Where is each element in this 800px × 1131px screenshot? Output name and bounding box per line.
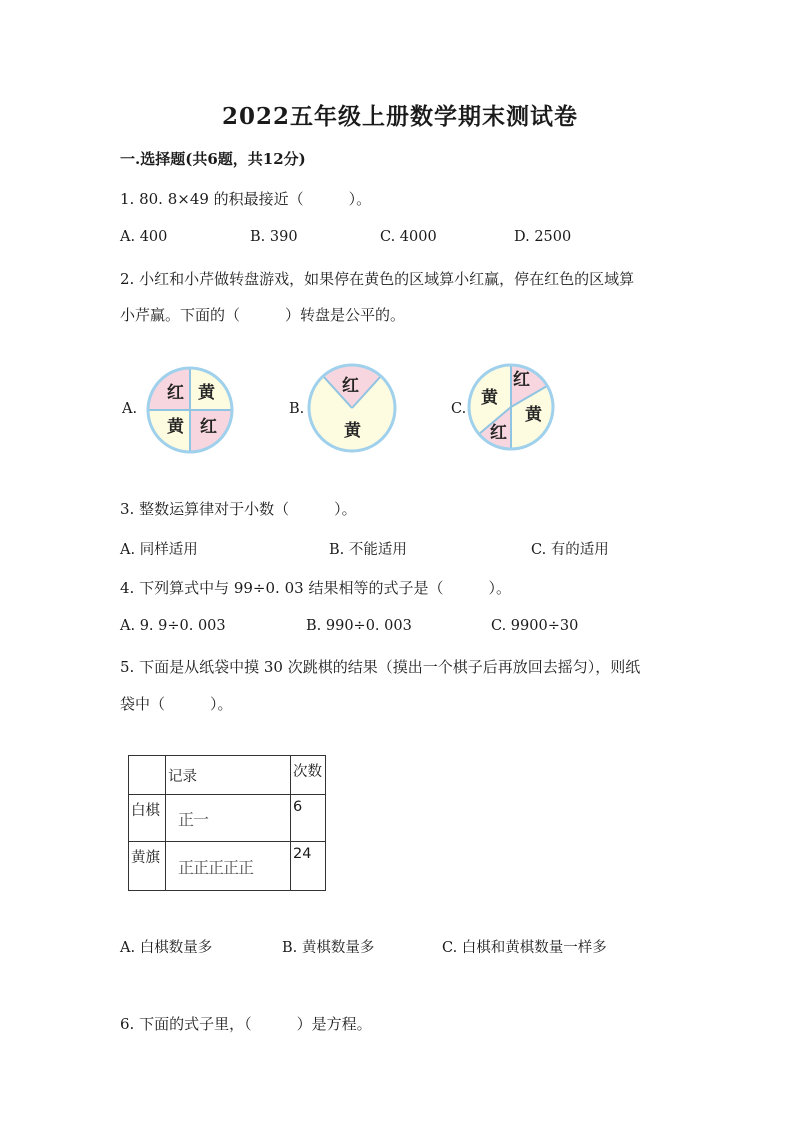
wheel-c-text-red-1: 红 xyxy=(513,370,530,390)
question-3-stem: 3. 整数运算律对于小数（ ）。 xyxy=(120,500,357,518)
question-4-option-c: C. 9900÷30 xyxy=(491,618,579,634)
wheel-b-text-red: 红 xyxy=(342,376,359,396)
question-5-stem-line-1: 5. 下面是从纸袋中摸 30 次跳棋的结果（摸出一个棋子后再放回去摇匀），则纸 xyxy=(120,658,641,676)
question-3-option-b: B. 不能适用 xyxy=(329,542,407,558)
spinner-wheel-c xyxy=(466,362,556,452)
wheel-a-label: A. xyxy=(122,401,138,417)
question-2-stem-line-2: 小芹赢。下面的（ ）转盘是公平的。 xyxy=(120,306,406,324)
tally-row-count: 6 xyxy=(291,795,326,842)
page-title: 2022五年级上册数学期末测试卷 xyxy=(221,103,578,130)
question-5-stem-line-2: 袋中（ ）。 xyxy=(120,695,233,713)
question-5-option-b: B. 黄棋数量多 xyxy=(282,940,375,956)
wheel-a-text-yellow-1: 黄 xyxy=(198,383,215,403)
wheel-c-text-yellow-1: 黄 xyxy=(481,388,498,408)
spinner-wheel-a xyxy=(145,365,235,455)
question-1-option-c: C. 4000 xyxy=(380,229,437,245)
question-4-stem: 4. 下列算式中与 99÷0. 03 结果相等的式子是（ ）。 xyxy=(120,579,511,597)
question-5-option-c: C. 白棋和黄棋数量一样多 xyxy=(442,940,607,956)
question-4-option-a: A. 9. 9÷0. 003 xyxy=(120,618,226,634)
tally-row-name: 白棋 xyxy=(129,795,166,842)
tally-row-name: 黄旗 xyxy=(129,842,166,891)
wheel-a-text-red-1: 红 xyxy=(167,383,184,403)
question-5-option-a: A. 白棋数量多 xyxy=(120,940,213,956)
question-1-stem: 1. 80. 8×49 的积最接近（ ）。 xyxy=(120,190,372,208)
question-1-option-d: D. 2500 xyxy=(514,229,572,245)
tally-header-count: 次数 xyxy=(291,756,326,795)
section-heading: 一.选择题(共6题，共12分) xyxy=(120,150,306,168)
spinner-wheel-b xyxy=(306,362,398,454)
question-3-option-a: A. 同样适用 xyxy=(120,542,198,558)
wheel-c-label: C. xyxy=(451,401,467,417)
question-6-stem: 6. 下面的式子里，（ ）是方程。 xyxy=(120,1015,372,1033)
wheel-a-text-red-2: 红 xyxy=(200,417,217,437)
tally-header-corner xyxy=(129,756,166,795)
question-1-option-a: A. 400 xyxy=(120,229,168,245)
wheel-b-text-yellow: 黄 xyxy=(344,421,361,441)
wheel-a-text-yellow-2: 黄 xyxy=(167,417,184,437)
wheel-c-text-yellow-2: 黄 xyxy=(525,405,542,425)
tally-table xyxy=(128,755,326,891)
question-1-option-b: B. 390 xyxy=(250,229,298,245)
wheel-b-label: B. xyxy=(289,401,305,417)
wheel-c-text-red-2: 红 xyxy=(490,423,507,443)
tally-row-record: 正一 xyxy=(178,809,209,829)
table-row xyxy=(129,842,326,891)
question-3-option-c: C. 有的适用 xyxy=(531,542,609,558)
tally-header-row xyxy=(129,756,326,795)
table-row xyxy=(129,795,326,842)
question-4-option-b: B. 990÷0. 003 xyxy=(306,618,412,634)
tally-row-count: 24 xyxy=(291,842,326,891)
tally-row-record: 正正正正正 xyxy=(178,857,254,877)
question-2-stem-line-1: 2. 小红和小芹做转盘游戏，如果停在黄色的区域算小红赢，停在红色的区域算 xyxy=(120,270,635,288)
tally-header-record: 记录 xyxy=(166,756,291,795)
